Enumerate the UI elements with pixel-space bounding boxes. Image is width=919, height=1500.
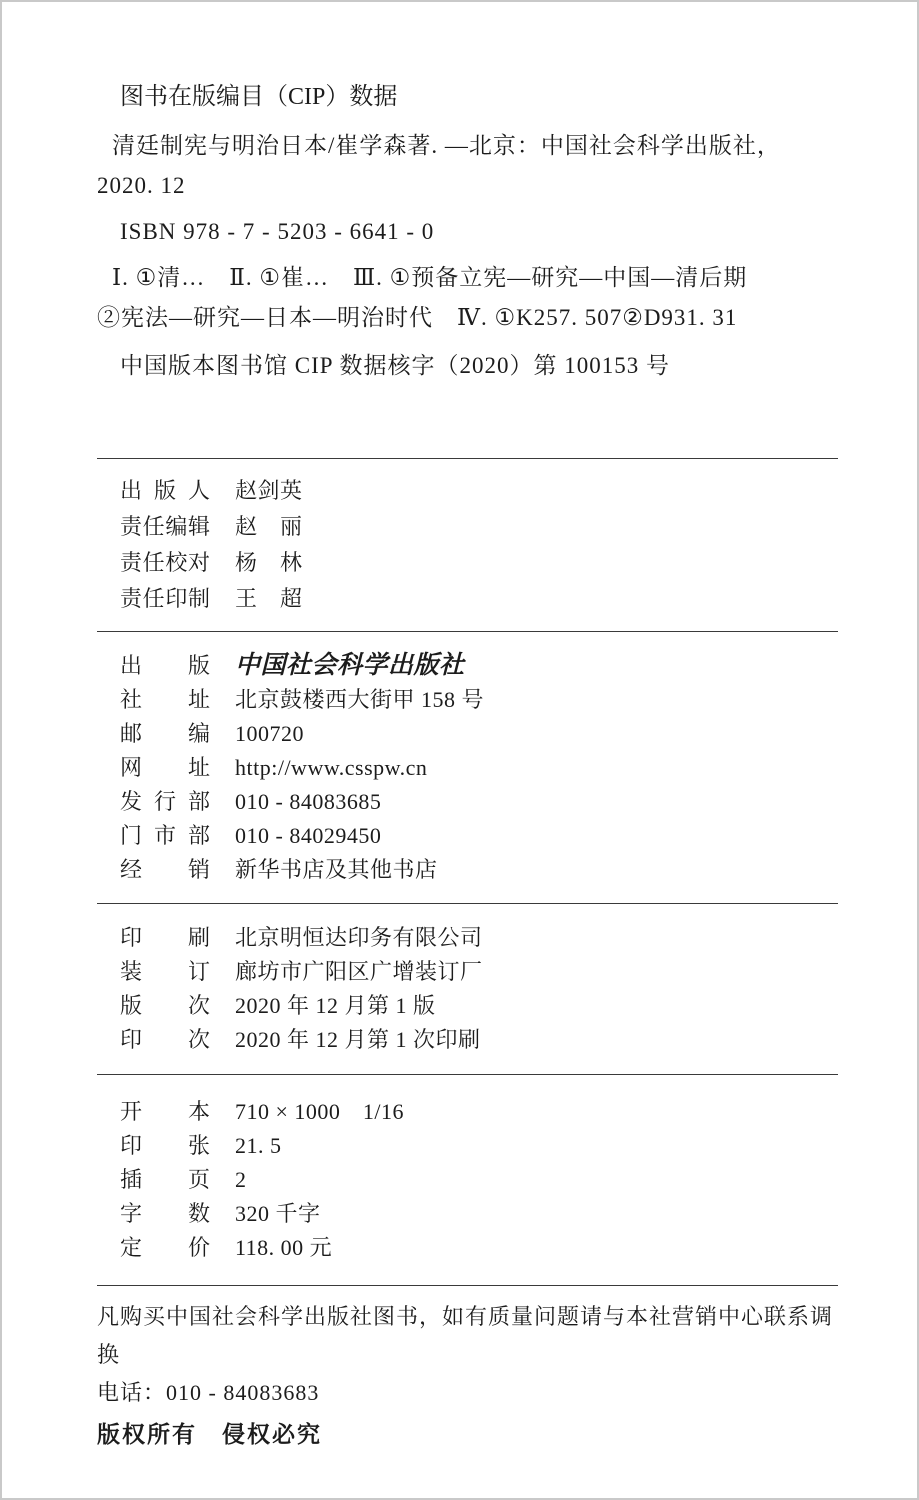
field-label: 装订 xyxy=(120,959,210,984)
field-value: 新华书店及其他书店 xyxy=(235,857,438,882)
row-printer xyxy=(97,921,838,955)
field-value: 2 xyxy=(235,1167,247,1192)
field-label: 字数 xyxy=(120,1201,210,1226)
field-label: 版次 xyxy=(120,993,210,1018)
field-value: 2020 年 12 月第 1 次印刷 xyxy=(235,1027,481,1052)
website-url: http://www.csspw.cn xyxy=(235,755,428,780)
row-price xyxy=(97,1231,838,1265)
field-label: 印次 xyxy=(120,1027,210,1052)
field-value: 21. 5 xyxy=(235,1133,282,1158)
row-distributor xyxy=(97,853,838,887)
cip-registry-number: 中国版本图书馆 CIP 数据核字（2020）第 100153 号 xyxy=(120,353,670,378)
field-label: 责任校对 xyxy=(120,550,210,575)
cip-classification-line2: ②宪法—研究—日本—明治时代 Ⅳ. ①K257. 507②D931. 31 xyxy=(97,305,738,330)
row-distribution-dept xyxy=(97,785,838,819)
row-retail-dept xyxy=(97,819,838,853)
quality-notice: 凡购买中国社会科学出版社图书，如有质量问题请与本社营销中心联系调换 xyxy=(97,1304,834,1367)
field-value: 710 × 1000 1/16 xyxy=(235,1099,405,1124)
row-print-supervisor xyxy=(97,581,838,617)
field-value: 北京明恒达印务有限公司 xyxy=(235,925,483,950)
cip-description-line2: 2020. 12 xyxy=(97,173,186,198)
field-label: 出版 xyxy=(120,653,210,678)
cip-block xyxy=(97,80,838,386)
field-value: 320 千字 xyxy=(235,1201,321,1226)
page-content xyxy=(2,80,917,1454)
field-label: 网址 xyxy=(120,755,210,780)
cip-isbn: ISBN 978 - 7 - 5203 - 6641 - 0 xyxy=(120,219,435,244)
cip-classification-line1: Ⅰ. ①清… Ⅱ. ①崔… Ⅲ. ①预备立宪—研究—中国—清后期 xyxy=(112,265,748,290)
field-value: 赵剑英 xyxy=(235,478,303,503)
specs-section xyxy=(97,1075,838,1285)
row-publisher-person xyxy=(97,473,838,509)
row-format xyxy=(97,1095,838,1129)
field-value: 杨 林 xyxy=(235,550,303,575)
field-label: 印张 xyxy=(120,1133,210,1158)
printing-section xyxy=(97,904,838,1074)
field-value: 010 - 84083685 xyxy=(235,789,382,814)
field-label: 门市部 xyxy=(120,823,210,848)
field-value: 118. 00 元 xyxy=(235,1235,333,1260)
cip-header: 图书在版编目（CIP）数据 xyxy=(120,84,398,110)
row-address xyxy=(97,683,838,717)
row-binding xyxy=(97,955,838,989)
row-edition xyxy=(97,989,838,1023)
row-sheets xyxy=(97,1129,838,1163)
row-impression xyxy=(97,1023,838,1057)
row-proofreader xyxy=(97,545,838,581)
field-label: 发行部 xyxy=(120,789,210,814)
field-label: 责任编辑 xyxy=(120,514,210,539)
row-executive-editor xyxy=(97,509,838,545)
row-website xyxy=(97,751,838,785)
service-phone: 电话：010 - 84083683 xyxy=(97,1380,320,1405)
copyright-statement: 版权所有 侵权必究 xyxy=(97,1422,322,1447)
field-label: 印刷 xyxy=(120,925,210,950)
row-inserts xyxy=(97,1163,838,1197)
field-label: 开本 xyxy=(120,1099,210,1124)
field-label: 出版人 xyxy=(120,478,210,503)
field-value: 北京鼓楼西大街甲 158 号 xyxy=(235,687,485,712)
row-press xyxy=(97,648,838,683)
cip-description-line1: 清廷制宪与明治日本/崔学森著. —北京：中国社会科学出版社， xyxy=(112,133,781,158)
field-label: 插页 xyxy=(120,1167,210,1192)
field-value: 王 超 xyxy=(235,586,303,611)
field-label: 定价 xyxy=(120,1235,210,1260)
publisher-logotype: 中国社会科学出版社 xyxy=(235,650,465,679)
row-postcode xyxy=(97,717,838,751)
staff-section xyxy=(97,459,838,631)
footer xyxy=(97,1286,838,1454)
field-label: 邮编 xyxy=(120,721,210,746)
field-value: 2020 年 12 月第 1 版 xyxy=(235,993,436,1018)
field-value: 廊坊市广阳区广增装订厂 xyxy=(235,959,483,984)
field-value: 100720 xyxy=(235,721,304,746)
field-label: 经销 xyxy=(120,857,210,882)
field-value: 赵 丽 xyxy=(235,514,303,539)
field-label: 社址 xyxy=(120,687,210,712)
field-value: 010 - 84029450 xyxy=(235,823,382,848)
field-label: 责任印制 xyxy=(120,586,210,611)
row-word-count xyxy=(97,1197,838,1231)
press-section xyxy=(97,632,838,903)
